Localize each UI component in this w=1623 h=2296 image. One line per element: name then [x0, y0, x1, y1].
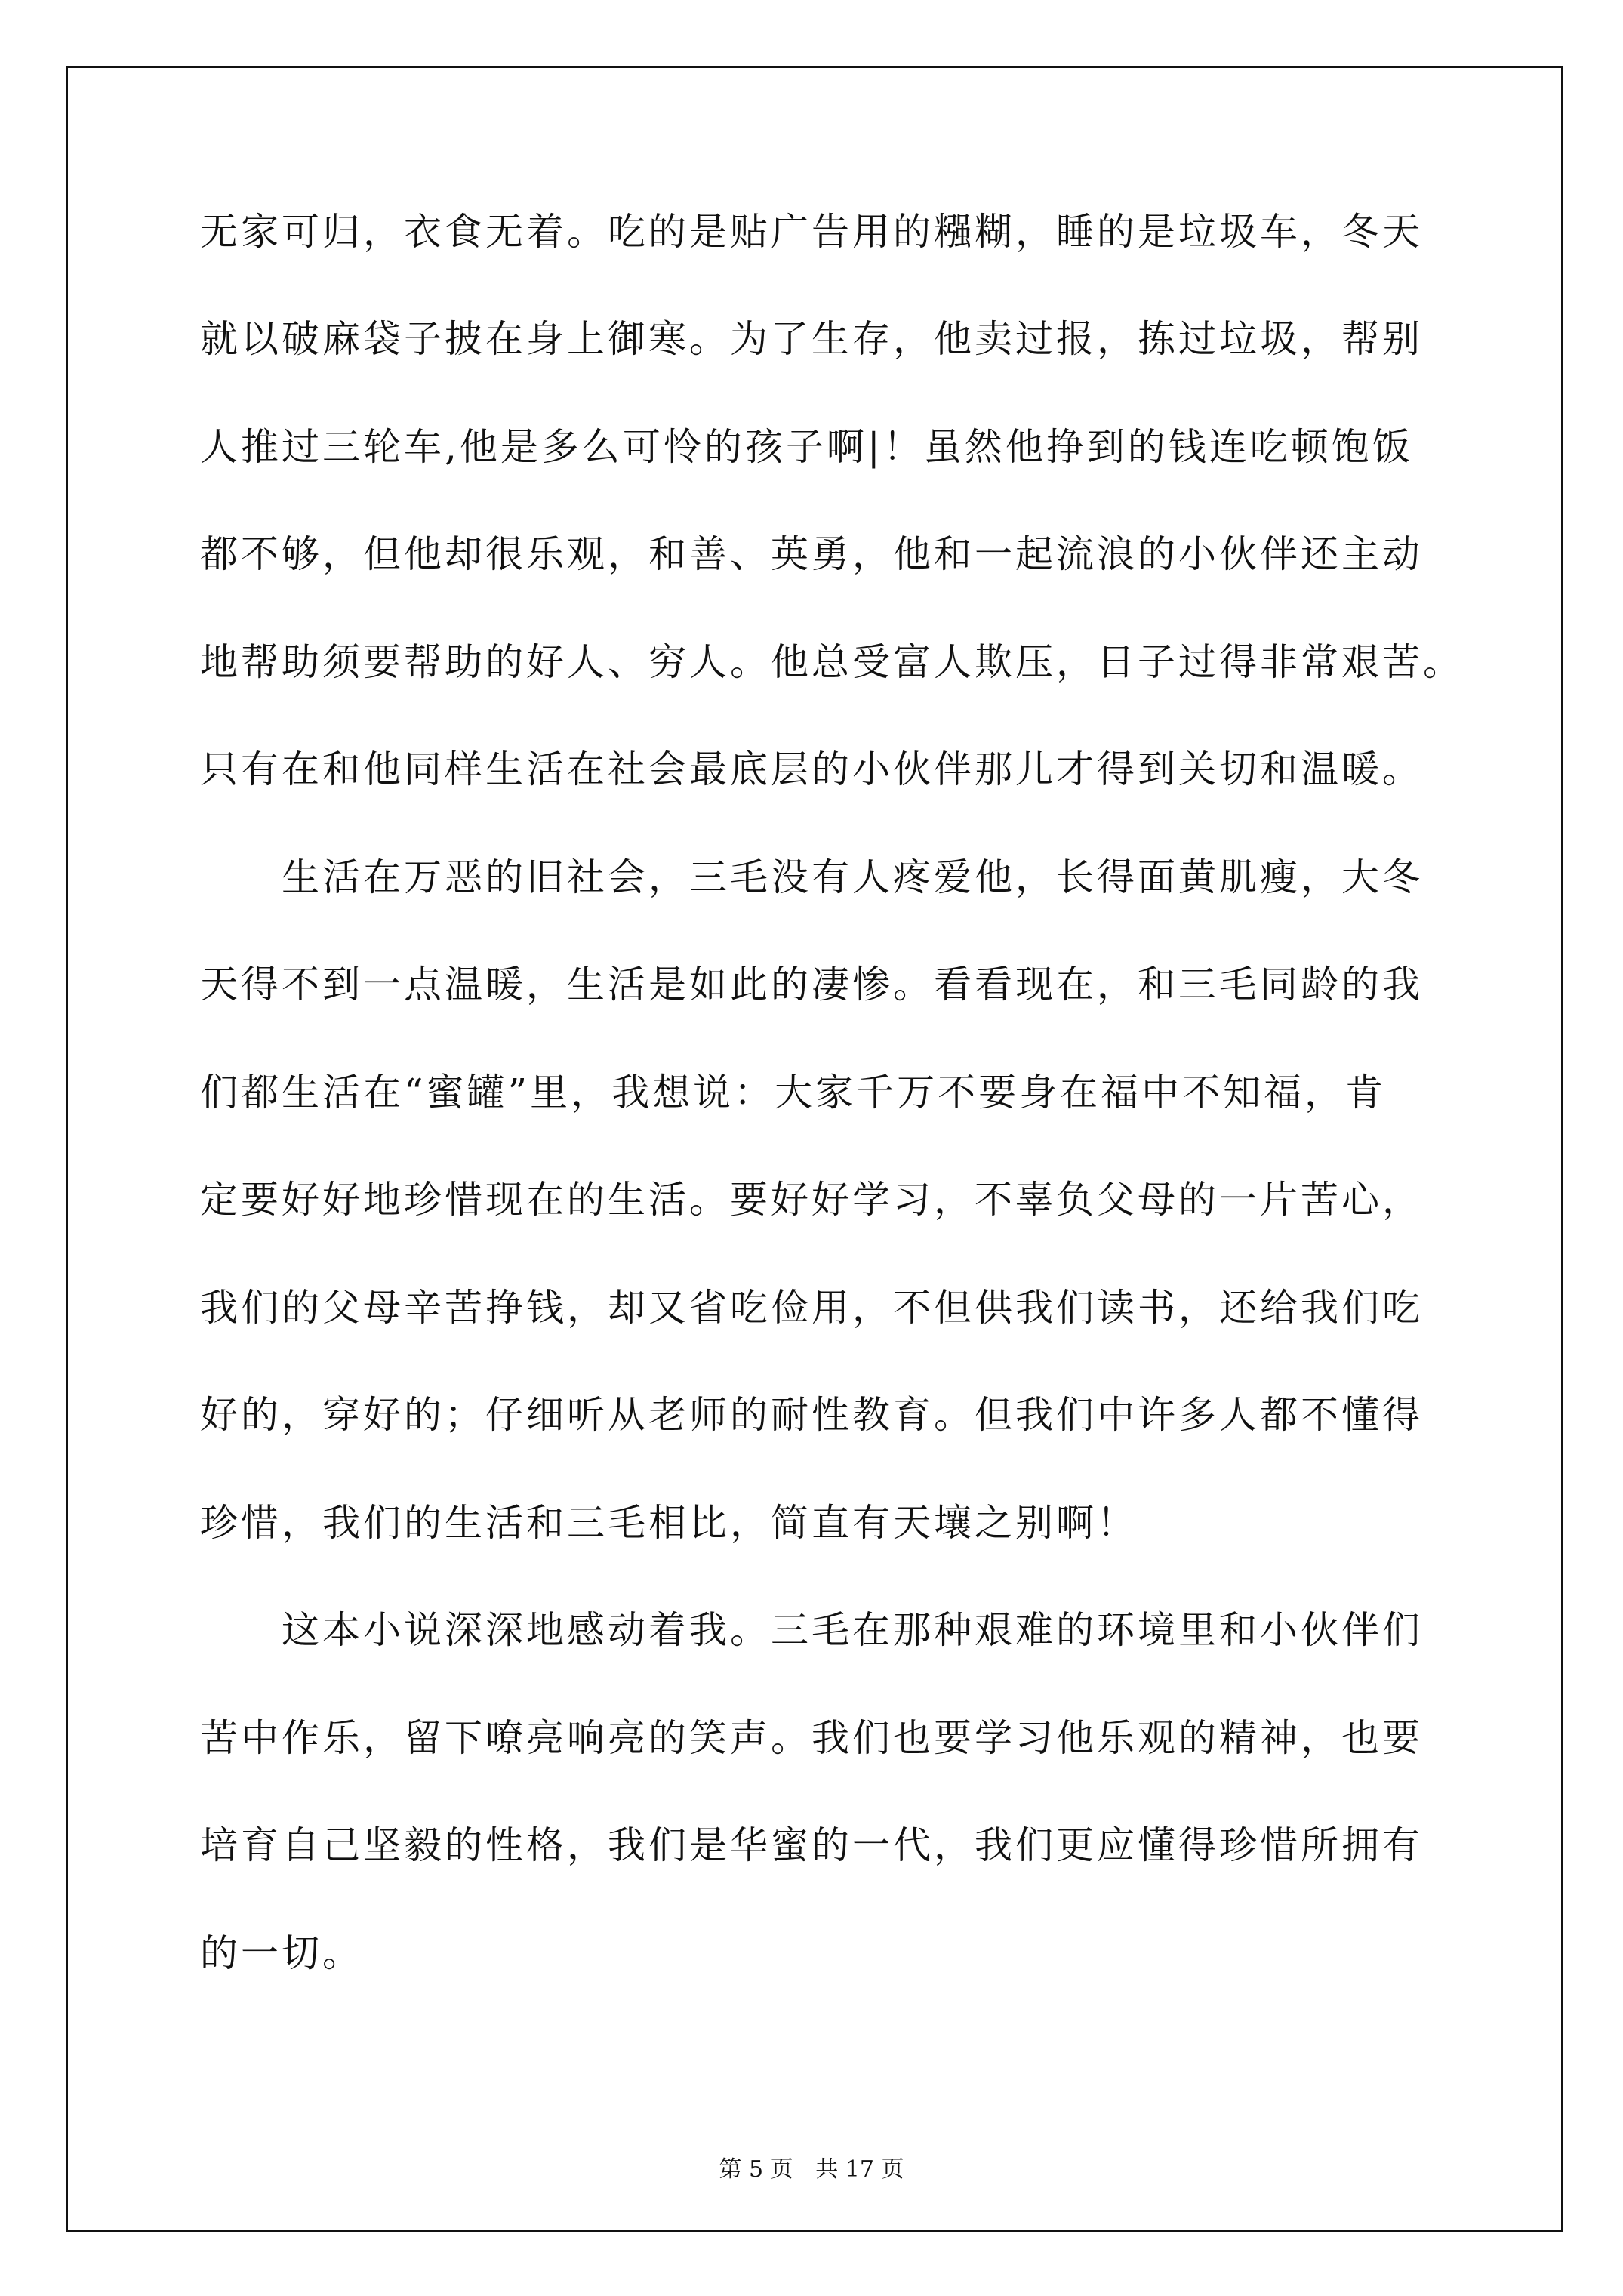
text-line: 只有在和他同样生活在社会最底层的小伙伴那儿才得到关切和温暖。	[200, 747, 1423, 791]
text-line: 的一切。	[200, 1931, 363, 1975]
text-line: 生活在万恶的旧社会，三毛没有人疼爱他，长得面黄肌瘦，大冬	[282, 855, 1423, 899]
text-line: 我们的父母辛苦挣钱，却又省吃俭用，不但供我们读书，还给我们吃	[200, 1286, 1423, 1330]
text-line: 们都生活在“蜜罐”里，我想说：大家千万不要身在福中不知福，肯	[200, 1071, 1387, 1114]
page-footer	[0, 2150, 1623, 2184]
page-total: 共 17 页	[815, 2156, 904, 2183]
text-line: 天得不到一点温暖，生活是如此的凄惨。看看现在，和三毛同龄的我	[200, 963, 1423, 1006]
text-line: 好的，穿好的；仔细听从老师的耐性教育。但我们中许多人都不懂得	[200, 1393, 1423, 1437]
text-line: 苦中作乐，留下嘹亮响亮的笑声。我们也要学习他乐观的精神，也要	[200, 1716, 1423, 1760]
text-line: 珍惜，我们的生活和三毛相比，简直有天壤之别啊！	[200, 1501, 1138, 1545]
text-line: 都不够，但他却很乐观，和善、英勇，他和一起流浪的小伙伴还主动	[200, 532, 1423, 576]
text-line: 就以破麻袋子披在身上御寒。为了生存，他卖过报，拣过垃圾，帮别	[200, 317, 1423, 361]
text-line: 人推过三轮车,他是多么可怜的孩子啊|！虽然他挣到的钱连吃顿饱饭	[200, 425, 1413, 469]
page-number: 第 5 页	[719, 2156, 793, 2183]
text-line: 无家可归，衣食无着。吃的是贴广告用的糨糊，睡的是垃圾车，冬天	[200, 210, 1423, 254]
text-line: 这本小说深深地感动着我。三毛在那种艰难的环境里和小伙伴们	[282, 1608, 1423, 1652]
page-border	[66, 66, 1563, 2232]
text-line: 定要好好地珍惜现在的生活。要好好学习，不辜负父母的一片苦心，	[200, 1178, 1423, 1222]
text-line: 培育自己坚毅的性格，我们是华蜜的一代，我们更应懂得珍惜所拥有	[200, 1823, 1423, 1867]
text-line: 地帮助须要帮助的好人、穷人。他总受富人欺压，日子过得非常艰苦。	[200, 640, 1464, 684]
